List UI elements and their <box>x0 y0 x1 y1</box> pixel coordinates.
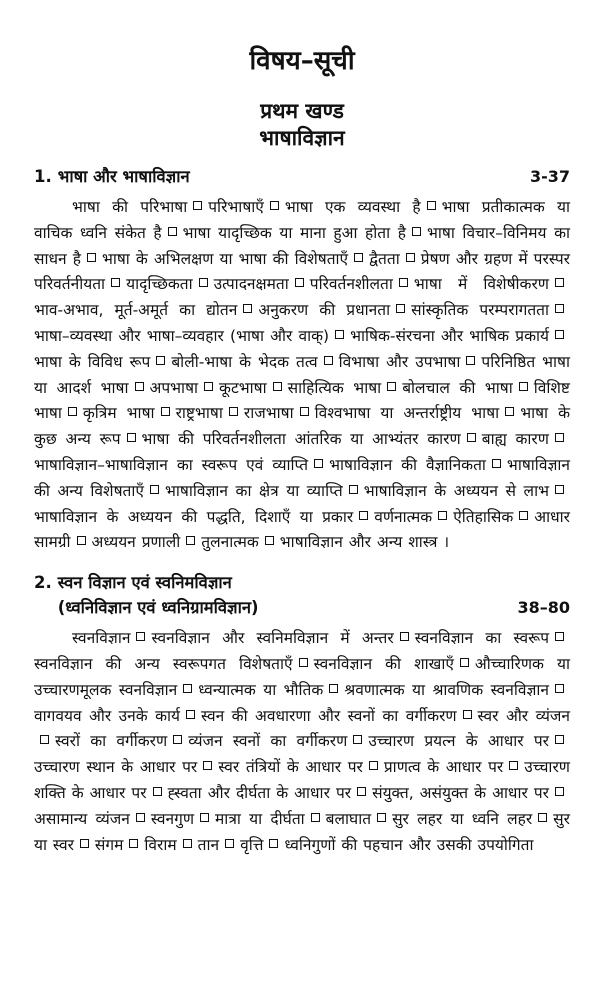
toc-item: वृत्ति <box>240 835 264 854</box>
separator-square-icon <box>467 433 476 442</box>
section-number: 2. <box>34 573 52 593</box>
toc-item: सांस्कृतिक परम्परागतता <box>411 301 549 320</box>
separator-square-icon <box>314 459 323 468</box>
toc-item: भाषा–व्यवस्था और भाषा–व्यवहार (भाषा और वाक्) <box>34 326 330 345</box>
toc-item: बोलचाल की भाषा <box>402 378 513 397</box>
separator-square-icon <box>555 632 564 641</box>
toc-item: उच्चारण स्थान के आधार पर <box>34 758 198 777</box>
toc-item: साहित्यिक भाषा <box>287 378 382 397</box>
section-2-heading <box>34 570 570 620</box>
separator-square-icon <box>265 536 274 545</box>
section-2-contents <box>34 626 570 858</box>
toc-item: उच्चारण शक्ति के आधार पर <box>34 758 570 802</box>
toc-item: स्वनविज्ञान <box>72 629 131 648</box>
separator-square-icon <box>80 839 89 848</box>
separator-square-icon <box>300 407 309 416</box>
separator-square-icon <box>153 787 162 796</box>
separator-square-icon <box>460 658 469 667</box>
toc-item: भाव-अभाव, मूर्त-अमूर्त का द्योतन <box>34 301 238 320</box>
toc-item: बोली-भाषा के भेदक तत्व <box>171 352 318 371</box>
section-title: स्वन विज्ञान एवं स्वनिमविज्ञान <box>57 573 232 593</box>
separator-square-icon <box>492 459 501 468</box>
toc-item: अध्ययन प्रणाली <box>91 533 181 552</box>
toc-item: भाषा एक व्यवस्था है <box>284 198 421 216</box>
separator-square-icon <box>555 485 564 494</box>
separator-square-icon <box>168 227 177 236</box>
separator-square-icon <box>161 407 170 416</box>
toc-item: भाषा यादृच्छिक या माना हुआ होता है <box>182 223 406 242</box>
separator-square-icon <box>538 813 547 822</box>
toc-item: भाषाविज्ञान और अन्य शास्त्र । <box>279 533 450 552</box>
separator-square-icon <box>200 813 209 822</box>
toc-item: भाषिक-संरचना और भाषिक प्रकार्य <box>350 326 549 345</box>
toc-item: बाह्य कारण <box>481 430 549 449</box>
toc-item: कृत्रिम भाषा <box>82 404 155 423</box>
separator-square-icon <box>335 330 344 339</box>
separator-square-icon <box>555 735 564 744</box>
toc-item: संयुक्त, असंयुक्त के आधार पर <box>372 783 549 802</box>
separator-square-icon <box>136 813 145 822</box>
toc-item: भाषाविज्ञान का क्षेत्र या व्याप्ति <box>164 481 343 500</box>
separator-square-icon <box>40 735 49 744</box>
toc-item: ध्वन्यात्मक या भौतिक <box>198 680 324 699</box>
toc-item: ऐतिहासिक <box>453 507 514 526</box>
toc-item: ह्स्वता और दीर्घता के आधार पर <box>167 783 352 802</box>
toc-item: भाषा के अभिलक्षण या भाषा की विशेषताएँ <box>101 249 349 268</box>
separator-square-icon <box>186 536 195 545</box>
toc-item: भाषा के कुछ अन्य रूप <box>34 404 571 449</box>
toc-item: भाषा में विशेषीकरण <box>413 275 549 294</box>
separator-square-icon <box>400 632 409 641</box>
separator-square-icon <box>357 787 366 796</box>
separator-square-icon <box>555 330 564 339</box>
section-title-line2: (ध्वनिविज्ञान एवं ध्वनिग्रामविज्ञान) <box>57 598 259 618</box>
toc-item: राजभाषा <box>243 404 294 423</box>
toc-item: परिभाषाएँ <box>208 198 264 216</box>
toc-item: स्वरों का वर्गीकरण <box>55 732 168 751</box>
separator-square-icon <box>555 433 564 442</box>
separator-square-icon <box>406 253 415 262</box>
toc-item: स्वनविज्ञान और स्वनिमविज्ञान में अन्तर <box>151 629 394 648</box>
separator-square-icon <box>299 658 308 667</box>
separator-square-icon <box>225 839 234 848</box>
toc-item: वागवयव और उनके कार्य <box>34 706 180 725</box>
separator-square-icon <box>329 684 338 693</box>
toc-item: भाषा प्रतीकात्मक या वाचिक ध्वनि संकेत है <box>34 198 571 242</box>
toc-item: भाषाविज्ञान की वैज्ञानिकता <box>329 455 486 474</box>
part-subject: भाषाविज्ञान <box>259 126 345 150</box>
toc-item: मात्रा या दीर्घता <box>215 809 305 828</box>
toc-item: भाषाविज्ञान के अध्ययन से लाभ <box>363 481 549 500</box>
section-1-heading <box>34 164 570 189</box>
toc-item: सुर लहर या ध्वनि लहर <box>392 809 533 828</box>
toc-item: भाषा के विविध रूप <box>34 352 151 371</box>
separator-square-icon <box>186 710 195 719</box>
toc-item: श्रवणात्मक या श्रावणिक स्वनविज्ञान <box>344 680 550 699</box>
toc-item: स्वर और व्यंजन <box>477 706 570 725</box>
toc-item: असामान्य व्यंजन <box>34 809 130 828</box>
toc-item: भाषाविज्ञान के अध्ययन की पद्धति, दिशाएँ या प्रकार <box>34 507 354 526</box>
toc-item: भाषा की परिभाषा <box>72 198 188 216</box>
section-1-contents <box>34 195 570 556</box>
toc-item: द्वैतता <box>369 249 400 268</box>
section-pages: 3-37 <box>529 167 570 186</box>
toc-item: विश्वभाषा या अन्तर्राष्ट्रीय भाषा <box>314 404 500 423</box>
separator-square-icon <box>387 382 396 391</box>
separator-square-icon <box>438 511 447 520</box>
separator-square-icon <box>68 407 77 416</box>
separator-square-icon <box>396 304 405 313</box>
separator-square-icon <box>427 201 436 210</box>
separator-square-icon <box>555 304 564 313</box>
separator-square-icon <box>555 278 564 287</box>
toc-item: व्यंजन स्वनों का वर्गीकरण <box>188 732 348 751</box>
separator-square-icon <box>173 735 182 744</box>
toc-item: औच्चारिणक या उच्चारणमूलक स्वनविज्ञान <box>34 654 570 699</box>
separator-square-icon <box>295 278 304 287</box>
toc-item: विराम <box>144 835 177 854</box>
separator-square-icon <box>273 382 282 391</box>
separator-square-icon <box>150 485 159 494</box>
separator-square-icon <box>77 536 86 545</box>
separator-square-icon <box>243 304 252 313</box>
page-title: विषय–सूची <box>249 46 355 76</box>
separator-square-icon <box>324 356 333 365</box>
separator-square-icon <box>87 253 96 262</box>
toc-item: सुर या स्वर <box>34 809 570 854</box>
separator-square-icon <box>399 278 408 287</box>
separator-square-icon <box>193 201 202 210</box>
separator-square-icon <box>369 761 378 770</box>
toc-item: स्वनविज्ञान की अन्य स्वरूपगत विशेषताएँ <box>34 654 293 673</box>
toc-item: विशिष्ट भाषा <box>34 378 570 423</box>
toc-item: बलाघात <box>325 809 372 828</box>
separator-square-icon <box>505 407 514 416</box>
section-number: 1. <box>34 167 52 186</box>
toc-item: स्वनगुण <box>150 809 195 828</box>
toc-item: प्रेषण और ग्रहण में परस्पर परिवर्तनीयता <box>34 249 571 294</box>
toc-item: भाषा विचार–विनिमय का साधन है <box>34 223 571 268</box>
separator-square-icon <box>136 632 145 641</box>
separator-square-icon <box>270 201 279 210</box>
separator-square-icon <box>183 684 192 693</box>
toc-item: स्वन की अवधारणा और स्वनों का वर्गीकरण <box>201 706 457 725</box>
toc-item: अपभाषा <box>149 378 199 397</box>
separator-square-icon <box>156 356 165 365</box>
toc-item: कूटभाषा <box>219 378 267 397</box>
separator-square-icon <box>412 227 421 236</box>
toc-item: परिवर्तनशीलता <box>309 275 393 294</box>
separator-square-icon <box>269 839 278 848</box>
toc-item: प्राणत्व के आधार पर <box>383 758 504 777</box>
separator-square-icon <box>359 511 368 520</box>
separator-square-icon <box>377 813 386 822</box>
separator-square-icon <box>129 839 138 848</box>
toc-item: उत्पादनक्षमता <box>213 275 289 294</box>
section-pages: 38–80 <box>517 598 570 618</box>
separator-square-icon <box>555 787 564 796</box>
separator-square-icon <box>519 382 528 391</box>
separator-square-icon <box>353 735 362 744</box>
toc-item: भाषाविज्ञान की अन्य विशेषताएँ <box>34 455 570 500</box>
toc-item: राष्ट्रभाषा <box>175 404 223 423</box>
separator-square-icon <box>349 485 358 494</box>
toc-item: भाषा की परिवर्तनशीलता आंतरिक या आभ्यंतर कारण <box>141 430 461 449</box>
toc-item: उच्चारण प्रयत्न के आधार पर <box>368 732 549 751</box>
separator-square-icon <box>111 278 120 287</box>
separator-square-icon <box>466 356 475 365</box>
separator-square-icon <box>311 813 320 822</box>
toc-item: तुलनात्मक <box>201 533 259 552</box>
toc-item: विभाषा और उपभाषा <box>338 352 461 371</box>
separator-square-icon <box>199 278 208 287</box>
separator-square-icon <box>509 761 518 770</box>
toc-item: यादृच्छिकता <box>126 275 193 294</box>
separator-square-icon <box>203 761 212 770</box>
toc-item: अनुकरण की प्रधानता <box>258 301 391 320</box>
separator-square-icon <box>519 511 528 520</box>
separator-square-icon <box>127 433 136 442</box>
separator-square-icon <box>229 407 238 416</box>
toc-item: स्वर तंत्रियों के आधार पर <box>218 758 363 777</box>
toc-item: आधार सामग्री <box>34 507 570 552</box>
separator-square-icon <box>135 382 144 391</box>
toc-item: स्वनविज्ञान की शाखाएँ <box>313 654 454 673</box>
toc-item: ध्वनिगुणों की पहचान और उसकी उपयोगिता <box>284 835 534 854</box>
section-title: भाषा और भाषाविज्ञान <box>57 167 190 186</box>
toc-item: वर्णनात्मक <box>374 507 433 526</box>
separator-square-icon <box>463 710 472 719</box>
toc-item: परिनिष्ठित भाषा या आदर्श भाषा <box>34 352 571 397</box>
toc-item: तान <box>197 835 220 854</box>
part-title: प्रथम खण्ड <box>260 99 344 123</box>
separator-square-icon <box>204 382 213 391</box>
toc-item: भाषाविज्ञान–भाषाविज्ञान का स्वरूप एवं व्याप्ति <box>34 455 309 474</box>
toc-item: स्वनविज्ञान का स्वरूप <box>414 629 549 648</box>
separator-square-icon <box>354 253 363 262</box>
separator-square-icon <box>183 839 192 848</box>
toc-item: संगम <box>94 835 124 854</box>
separator-square-icon <box>555 684 564 693</box>
